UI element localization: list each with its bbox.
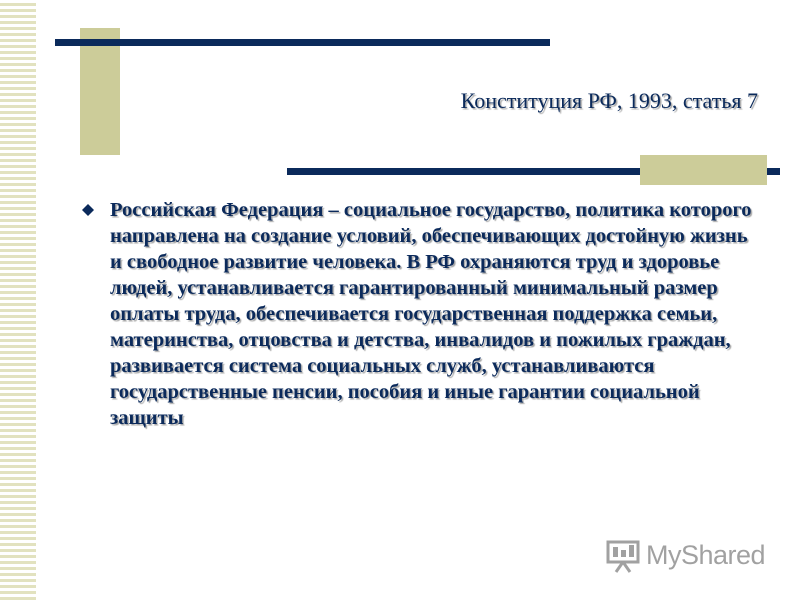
- decorative-khaki-block-top: [80, 28, 120, 155]
- bullet-text: Российская Федерация – социальное государство, политика которого направлена на создание условий, обеспечивающих достойную жизнь и свободное развитие человека. В РФ охраняются труд и здоровье людей, устанавливается гарантированный минимальный размер оплаты труда, обеспечивается государственная поддержка семьи, материнства, отцовства и детства, инвалидов и пожилых граждан, развивается система социальных служб, устанавливаются государственные пенсии, пособия и иные гарантии социальной защиты: [110, 199, 752, 429]
- slide-content: [82, 197, 772, 431]
- slide-title: Конституция РФ, 1993, статья 7: [460, 88, 758, 113]
- myshared-logo-icon: [604, 536, 642, 574]
- watermark-text: MyShared: [646, 539, 766, 570]
- decorative-khaki-block-bottom: [640, 155, 767, 185]
- decorative-line-top: [55, 39, 550, 46]
- bullet-item: [82, 197, 772, 431]
- diamond-bullet-icon: [82, 204, 94, 216]
- decorative-stripe-bar: [0, 0, 36, 600]
- watermark: [604, 536, 765, 574]
